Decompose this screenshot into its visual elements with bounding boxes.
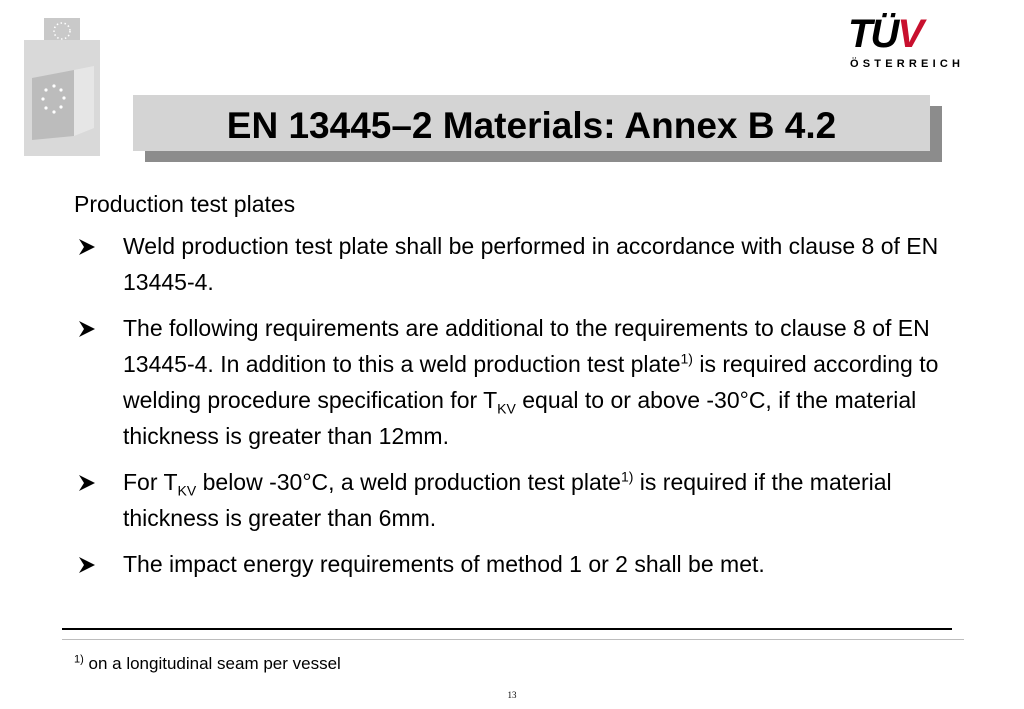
footnote-text: on a longitudinal seam per vessel <box>83 654 341 673</box>
footer-divider-light <box>62 639 964 640</box>
arrow-bullet-icon <box>78 556 96 574</box>
bullet-list <box>74 228 974 582</box>
subscript-kv: KV <box>497 400 516 417</box>
bullet-item <box>74 228 974 300</box>
bullet-text: is required according to welding procedure specification for T <box>123 351 939 413</box>
bullet-text: The following requirements are additional to the requirements to clause 8 of EN 13445-4. In addition to this a weld production test plate <box>123 315 930 377</box>
bullet-text: below -30°C, a weld production test plate <box>196 469 621 495</box>
tuv-brand-text: TÜV <box>848 12 923 56</box>
arrow-bullet-icon <box>78 320 96 338</box>
slide-title: EN 13445–2 Materials: Annex B 4.2 <box>226 105 837 146</box>
page-number: 13 <box>507 690 517 700</box>
bullet-text: is required if the material thickness is greater than 6mm. <box>123 469 892 531</box>
arrow-bullet-icon <box>78 474 96 492</box>
footnote-marker: 1) <box>74 653 84 666</box>
bullet-item <box>74 310 974 454</box>
bullet-text: Weld production test plate shall be performed in accordance with clause 8 of EN 13445-4. <box>123 233 939 295</box>
bullet-text: equal to or above -30°C, if the material thickness is greater than 12mm. <box>123 387 917 449</box>
slide-body <box>74 186 974 592</box>
eu-emblem-icon <box>24 18 102 156</box>
bullet-text: For T <box>123 469 178 495</box>
bullet-text: The impact energy requirements of method 1 or 2 shall be met. <box>123 551 765 577</box>
tuv-brand-v: V <box>897 12 923 56</box>
bullet-item <box>74 464 974 536</box>
intro-heading: Production test plates <box>74 191 296 217</box>
footnote <box>74 654 341 674</box>
subscript-kv: KV <box>177 482 197 499</box>
arrow-bullet-icon <box>78 238 96 256</box>
tuv-wordmark <box>848 14 922 54</box>
footer-divider <box>62 628 952 630</box>
footnote-ref: 1) <box>620 468 634 485</box>
bullet-item <box>74 546 974 582</box>
tuv-subtitle: ÖSTERREICH <box>850 58 965 70</box>
footnote-ref: 1) <box>680 350 693 367</box>
tuv-logo <box>848 12 965 74</box>
